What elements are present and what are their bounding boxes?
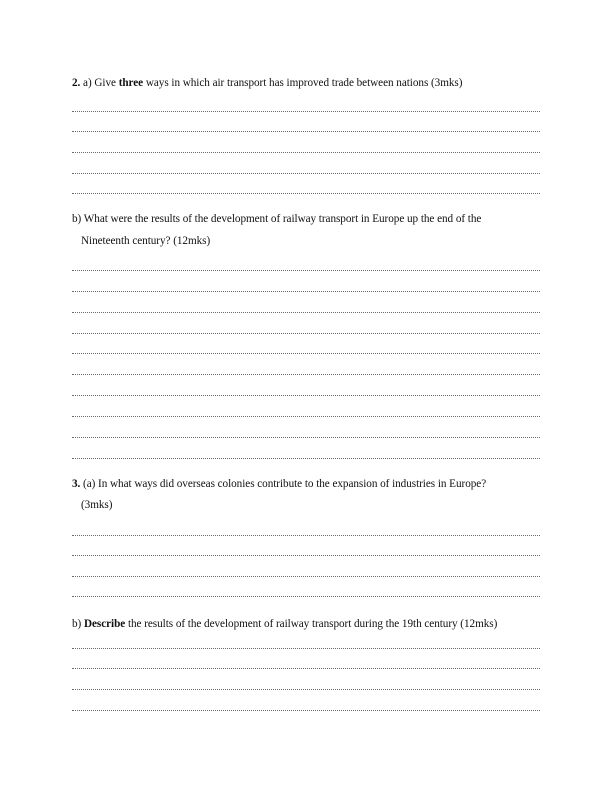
answer-line[interactable] [72,576,540,577]
answer-line[interactable] [72,437,540,438]
answer-line[interactable] [72,458,540,459]
question-number: 3. [72,478,81,490]
question-number: 2. [72,77,81,89]
question-text-segment: ways in which air transport has improved trade between nations (3mks) [143,77,463,89]
answer-line[interactable] [72,535,540,536]
answer-line[interactable] [72,648,540,649]
emphasis-word: Describe [83,618,126,630]
answer-line[interactable] [72,668,540,669]
emphasis-word: three [118,77,144,89]
answer-line[interactable] [72,291,540,292]
answer-line[interactable] [72,596,540,597]
answer-line[interactable] [72,374,540,375]
question-text-segment: (a) In what ways did overseas colonies contribute to the expansion of industries in Europe? [80,478,487,490]
question-text-segment: the results of the development of railway transport during the 19th century (12mks) [125,618,498,630]
answer-line[interactable] [72,416,540,417]
answer-line[interactable] [72,131,540,132]
answer-line[interactable] [72,353,540,354]
question-text-segment: b) [72,618,84,630]
question-3a-text-line1 [72,477,486,491]
answer-line[interactable] [72,312,540,313]
question-text-segment: a) Give [80,77,119,89]
answer-line[interactable] [72,395,540,396]
answer-line[interactable] [72,193,540,194]
answer-line[interactable] [72,710,540,711]
answer-line[interactable] [72,152,540,153]
question-2b-text-line1: b) What were the results of the development of railway transport in Europe up the end of the [72,213,482,225]
question-2b-text-line2: Nineteenth century? (12mks) [81,235,211,247]
question-3a-text-line2: (3mks) [81,499,113,511]
answer-line[interactable] [72,270,540,271]
answer-line[interactable] [72,173,540,174]
answer-line[interactable] [72,333,540,334]
answer-line[interactable] [72,555,540,556]
answer-line[interactable] [72,689,540,690]
answer-line[interactable] [72,111,540,112]
question-2a-text [72,76,462,90]
question-3b-text [72,617,497,631]
